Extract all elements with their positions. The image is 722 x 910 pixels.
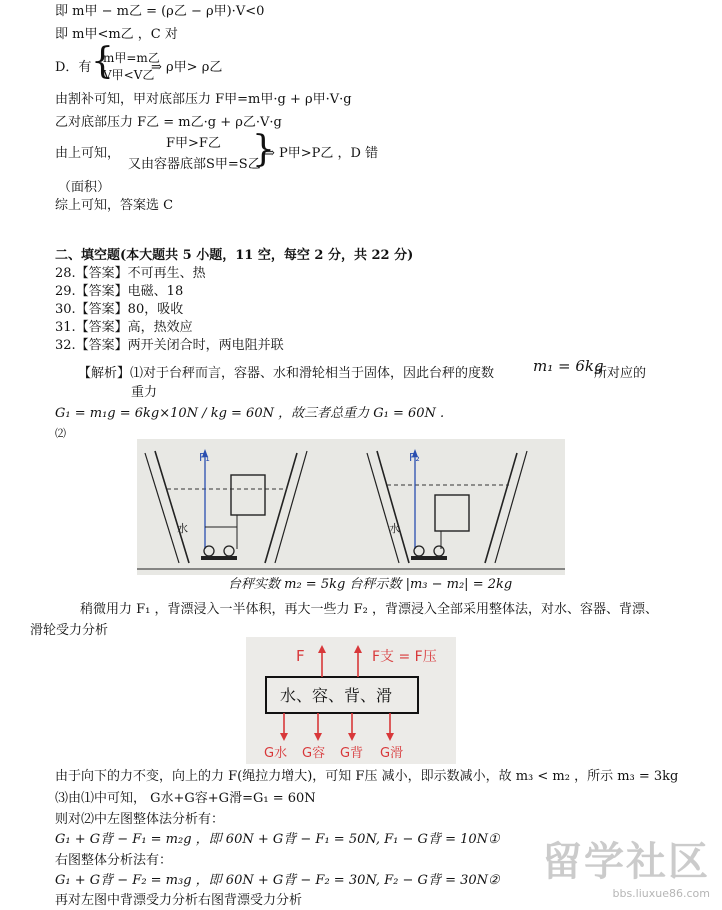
figure-containers-photo bbox=[137, 439, 565, 575]
line-3-label: D．有 bbox=[55, 60, 92, 75]
line-6-result: ⇒ P甲>P乙 ，D 错 bbox=[264, 146, 379, 161]
label-water-left: 水 bbox=[177, 522, 188, 535]
label-f2: F₂ bbox=[409, 451, 420, 464]
line-1: 即 m甲 − m乙 = (ρ乙 − ρ甲)·V<0 bbox=[55, 4, 265, 19]
box-text: 水、容、背、滑 bbox=[280, 686, 393, 705]
line-3-cond2: V甲<V乙 bbox=[103, 68, 155, 82]
label-f1: F₁ bbox=[199, 451, 210, 464]
analysis-p8: 则对⑵中左图整体法分析有： bbox=[55, 812, 225, 827]
answer-29: 29.【答案】电磁、18 bbox=[55, 284, 184, 299]
analysis-p11: G₁ + G背 − F₂ = m₃g ，即 60N + G背 − F₂ = 30N, F₂ − G背 = 30N② bbox=[55, 873, 500, 888]
analysis-p5: 滑轮受力分析 bbox=[30, 623, 109, 638]
line-4: 由割补可知，甲对底部压力 F甲=m甲·g + ρ甲·V·g bbox=[55, 92, 352, 107]
analysis-p12: 再对左图中背漂受力分析右图背漂受力分析 bbox=[55, 893, 303, 908]
figure1-caption: 台秤实数 m₂ = 5kg 台秤示数 |m₃ − m₂| = 2kg bbox=[228, 577, 513, 592]
answer-28: 28.【答案】不可再生、热 bbox=[55, 266, 206, 281]
label-support-press: F支 = F压 bbox=[372, 649, 437, 665]
label-water-right: 水 bbox=[389, 522, 400, 535]
line-2: 即 m甲<m乙 ，C 对 bbox=[55, 27, 178, 42]
watermark-url: bbs.liuxue86.com bbox=[612, 887, 710, 900]
label-g-water: G水 bbox=[264, 746, 288, 761]
line-3-cond1: m甲=m乙 bbox=[103, 51, 160, 65]
analysis-p1: 【解析】⑴对于台秤而言，容器、水和滑轮相当于固体，因此台秤的度数 bbox=[78, 366, 495, 381]
line-8: 综上可知，答案选 C bbox=[55, 198, 174, 213]
analysis-p1-end: 所对应的 bbox=[594, 366, 647, 381]
analysis-p3: ⑵ bbox=[55, 427, 66, 440]
label-f: F bbox=[296, 647, 305, 665]
analysis-p4: 稍微用力 F₁ ，背漂浸入一半体积，再大一些力 F₂ ，背漂浸入全部采用整体法，对水、容器、背漂、 bbox=[80, 602, 658, 617]
site-watermark bbox=[542, 830, 710, 900]
line-3-result: ⇒ ρ甲> ρ乙 bbox=[151, 60, 223, 75]
answer-30: 30.【答案】80，吸收 bbox=[55, 302, 184, 317]
answer-32: 32.【答案】两开关闭合时，两电阻并联 bbox=[55, 338, 284, 353]
analysis-p2: G₁ = m₁g = 6kg×10N / kg = 60N ，故三者总重力 G₁ = 60N . bbox=[55, 406, 445, 421]
label-g-container: G容 bbox=[302, 746, 326, 761]
figure-force-analysis bbox=[246, 637, 456, 764]
brace-right: } bbox=[252, 129, 275, 170]
label-g-float: G背 bbox=[340, 746, 364, 761]
label-g-pulley: G滑 bbox=[380, 746, 404, 761]
line-6-cond1: F甲>F乙 bbox=[166, 136, 221, 151]
watermark-logo-text: 留学社区 bbox=[542, 839, 710, 885]
analysis-p7: ⑶由⑴中可知， G水+G容+G滑=G₁ = 60N bbox=[55, 791, 316, 806]
brace-left: { bbox=[91, 41, 114, 82]
analysis-p10: 右图整体分析法有： bbox=[55, 853, 173, 868]
analysis-mass: m₁ = 6kg bbox=[533, 357, 604, 375]
line-6-label: 由上可知， bbox=[55, 146, 121, 161]
section-heading: 二、填空题(本大题共 5 小题，11 空，每空 2 分，共 22 分) bbox=[55, 248, 414, 263]
analysis-p1-weight: 重力 bbox=[131, 385, 158, 400]
line-6-cond2: 又由容器底部S甲=S乙 bbox=[128, 157, 261, 172]
analysis-p9: G₁ + G背 − F₁ = m₂g ，即 60N + G背 − F₁ = 50N, F₁ − G背 = 10N① bbox=[55, 832, 500, 847]
analysis-p6: 由于向下的力不变，向上的力 F(绳拉力增大)，可知 F压 减小，即示数减小，故 m₃ < m₂ ，所示 m₃ = 3kg bbox=[55, 769, 679, 784]
answer-31: 31.【答案】高，热效应 bbox=[55, 320, 193, 335]
line-7: （面积） bbox=[58, 180, 111, 195]
line-5: 乙对底部压力 F乙 = m乙·g + ρ乙·V·g bbox=[55, 115, 282, 130]
